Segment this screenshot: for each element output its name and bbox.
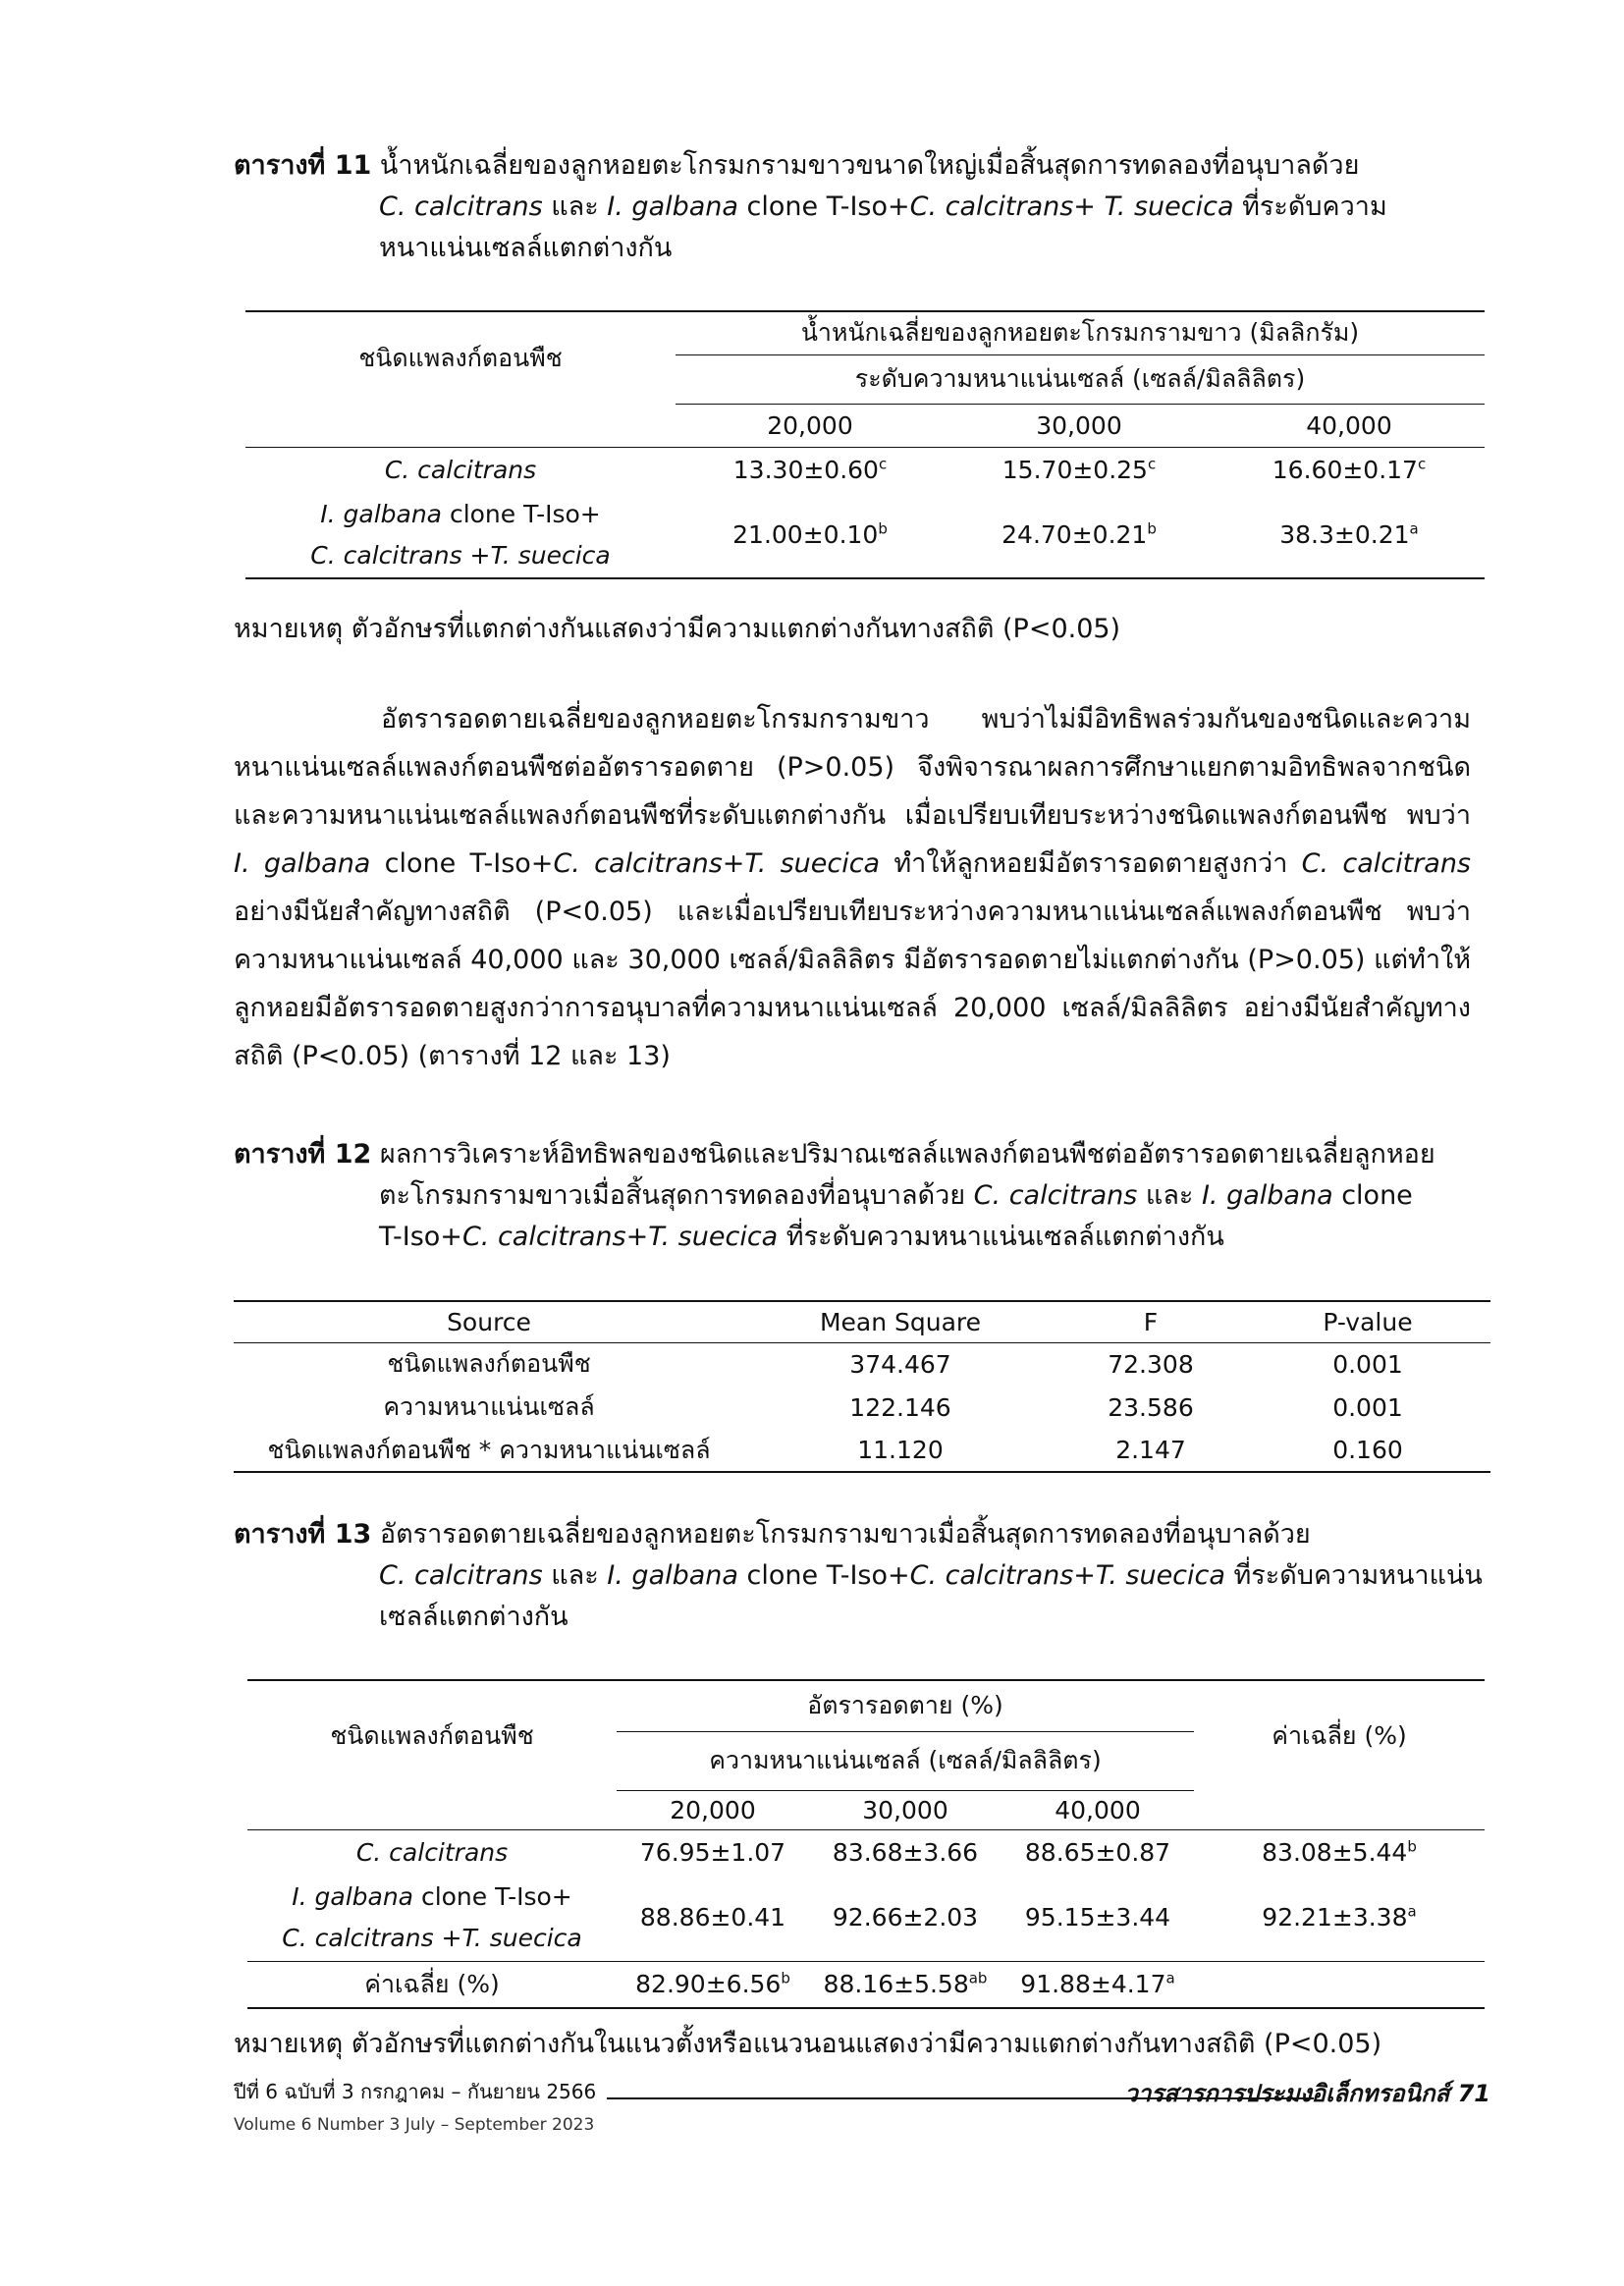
sig-letter: b (781, 1969, 790, 1987)
table-row (234, 1429, 1490, 1472)
species-name: C. calcitrans (379, 1560, 543, 1591)
table12-cell: 374.467 (849, 1349, 951, 1379)
table12-label: ตารางที่ 12 (234, 1139, 372, 1170)
species-name: C. calcitrans (379, 191, 543, 222)
table12-caption (234, 1134, 1500, 1258)
species-name: C. calcitrans (1301, 848, 1472, 879)
species-name: I. galbana (1201, 1180, 1333, 1211)
table13-header-blank (247, 1790, 617, 1829)
table12-header: F (1056, 1301, 1245, 1342)
table13 (247, 1679, 1485, 2009)
table11-caption-line3: หนาแน่นเซลล์แตกต่างกัน (379, 233, 673, 263)
table13-mean-row-label: ค่าเฉลี่ย (%) (364, 1969, 500, 1998)
table11-header-group: น้ำหนักเฉลี่ยของลูกหอยตะโกรมกรามขาว (มิลลิกรัม) (676, 311, 1485, 354)
table-row (247, 1961, 1485, 2008)
species-name: C. calcitrans (973, 1180, 1138, 1211)
caption-text: ที่ระดับความ (1233, 191, 1387, 222)
species-name: C. calcitrans +T. suecica (310, 540, 611, 570)
table12-cell: 0.160 (1332, 1436, 1403, 1464)
table12-caption-line1: ผลการวิเคราะห์อิทธิพลของชนิดและปริมาณเซลล์แพลงก์ตอนพืชต่ออัตรารอดตายเฉลี่ยลูกหอย (379, 1139, 1435, 1170)
table12-caption-line3 (234, 1217, 1500, 1258)
caption-text: และ (1137, 1180, 1202, 1211)
table12-cell: 0.001 (1332, 1392, 1403, 1422)
table13-cell: 91.88±4.17 (1020, 1970, 1166, 1999)
sig-letter: a (1165, 1969, 1175, 1987)
table11-header-species: ชนิดแพลงก์ตอนพืช (358, 343, 563, 372)
table12-source: ความหนาแน่นเซลล์ (383, 1392, 595, 1421)
table13-cell: 83.08±5.44 (1262, 1837, 1408, 1867)
table-row (245, 492, 1485, 578)
table12-cell: 0.001 (1332, 1349, 1403, 1379)
species-name: C. calcitrans +T. suecica (282, 1923, 582, 1952)
caption-text: clone T-Iso+ (737, 191, 910, 222)
species-name: I. galbana (320, 499, 442, 528)
table13-row1-name: C. calcitrans (355, 1837, 509, 1867)
species-name: C. calcitrans+T. suecica (461, 1222, 779, 1252)
caption-text: และ (542, 1560, 608, 1591)
species-name: C. calcitrans+T. suecica (909, 1560, 1225, 1591)
sig-letter: b (878, 519, 888, 538)
table11-cell: 38.3±0.21 (1279, 520, 1410, 549)
table12-source: ชนิดแพลงก์ตอนพืช * ความหนาแน่นเซลล์ (267, 1435, 711, 1464)
table12-cell: 11.120 (857, 1436, 944, 1464)
sig-letter: a (1407, 1902, 1417, 1921)
species-name: C. calcitrans+T. suecica (553, 848, 881, 879)
table13-cell: 83.68±3.66 (832, 1837, 979, 1867)
table11-row2-name (245, 492, 676, 578)
table13-note: หมายเหตุ ตัวอักษรที่แตกต่างกันในแนวตั้งหรือแนวนอนแสดงว่ามีความแตกต่างกันทางสถิติ (P<0.05) (234, 2029, 1382, 2059)
species-name: I. galbana (607, 191, 738, 222)
paragraph-text (234, 695, 1471, 1080)
table-row (245, 447, 1485, 492)
caption-text: ที่ระดับความหนาแน่น (1224, 1560, 1483, 1591)
table13-density: 20,000 (617, 1790, 809, 1829)
table13-cell: 88.65±0.87 (1024, 1837, 1171, 1867)
table12-cell: 72.308 (1108, 1349, 1194, 1379)
footer-issue-en: Volume 6 Number 3 July – September 2023 (234, 2115, 595, 2135)
table11 (245, 310, 1485, 579)
paragraph-run: ทำให้ลูกหอยมีอัตรารอดตายสูงกว่า (880, 848, 1302, 879)
sig-letter: a (1409, 519, 1419, 538)
table13-cell-blank (1194, 1961, 1485, 2008)
species-clone: clone T-Iso+ (413, 1881, 572, 1911)
table11-cell: 16.60±0.17 (1272, 455, 1418, 484)
table13-cell: 88.86±0.41 (639, 1903, 786, 1932)
table-row (247, 1829, 1485, 1875)
table11-density: 40,000 (1214, 404, 1485, 447)
caption-text: ตะโกรมกรามขาวเมื่อสิ้นสุดการทดลองที่อนุบาลด้วย (379, 1180, 974, 1211)
table13-header-blank (1194, 1790, 1485, 1829)
table11-cell: 21.00±0.10 (732, 520, 879, 549)
table13-header-mean: ค่าเฉลี่ย (%) (1272, 1720, 1407, 1750)
table13-label: ตารางที่ 13 (234, 1519, 372, 1550)
paragraph-run: อัตรารอดตายเฉลี่ยของลูกหอยตะโกรมกรามขาว พบว่าไม่มีอิทธิพลร่วมกันของชนิดและความหนาแน่นเซลล์แพลงก์ตอนพืชต่ออัตรารอดตาย (P>0.05) จึงพิจารณาผลการศึกษาแยกตามอิทธิพลจากชนิดและความหนาแน่นเซลล์แพลงก์ตอนพืชที่ระดับแตกต่างกัน เมื่อเปรียบเทียบระหว่างชนิดแพลงก์ตอนพืช พบว่า (234, 704, 1471, 831)
sig-letter: c (1147, 455, 1157, 473)
table12-cell: 23.586 (1108, 1392, 1194, 1422)
table11-cell: 15.70±0.25 (1001, 455, 1148, 484)
table13-caption-line3: เซลล์แตกต่างกัน (379, 1602, 568, 1632)
paragraph-run: อย่างมีนัยสำคัญทางสถิติ (P<0.05) และเมื่อเปรียบเทียบระหว่างความหนาแน่นเซลล์แพลงก์ตอนพืช พบว่าความหนาแน่นเซลล์ 40,000 และ 30,000 เซลล์/มิลลิลิตร มีอัตรารอดตายไม่แตกต่างกัน (P>0.05) แต่ทำให้ลูกหอยมีอัตรารอดตายสูงกว่าการอนุบาลที่ความหนาแน่นเซลล์ 20,000 เซลล์/มิลลิลิตร อย่างมีนัยสำคัญทางสถิติ (P<0.05) (ตารางที่ 12 และ 13) (234, 897, 1471, 1071)
table12-caption-line2 (234, 1175, 1500, 1217)
table11-density: 20,000 (676, 404, 945, 447)
table-row (234, 1342, 1490, 1386)
table11-cell: 13.30±0.60 (732, 455, 879, 484)
table12 (234, 1300, 1490, 1473)
table11-header-sub: ระดับความหนาแน่นเซลล์ (เซลล์/มิลลิลิตร) (854, 364, 1306, 393)
table13-caption-line1: อัตรารอดตายเฉลี่ยของลูกหอยตะโกรมกรามขาวเมื่อสิ้นสุดการทดลองที่อนุบาลด้วย (379, 1519, 1311, 1550)
table13-caption-line2 (234, 1555, 1500, 1597)
table13-density: 30,000 (809, 1790, 1001, 1829)
table13-row2-name (247, 1875, 617, 1961)
caption-text: และ (542, 191, 608, 222)
caption-text: T-Iso+ (379, 1222, 462, 1252)
table13-cell: 82.90±6.56 (635, 1970, 782, 1999)
table13-cell: 88.16±5.58 (823, 1970, 969, 1999)
table13-cell: 92.66±2.03 (832, 1903, 979, 1932)
table12-header: Mean Square (744, 1301, 1056, 1342)
table12-cell: 2.147 (1115, 1436, 1186, 1464)
footer-issue-th: ปีที่ 6 ฉบับที่ 3 กรกฎาคม – กันยายน 2566 (234, 2080, 597, 2103)
table13-cell: 92.21±3.38 (1262, 1903, 1408, 1932)
table13-density: 40,000 (1001, 1790, 1194, 1829)
table13-caption (234, 1514, 1500, 1638)
sig-letter: ab (968, 1969, 988, 1987)
table12-header: Source (234, 1301, 744, 1342)
caption-text: ที่ระดับความหนาแน่นเซลล์แตกต่างกัน (778, 1222, 1224, 1252)
species-name: I. galbana (607, 1560, 738, 1591)
caption-text: clone T-Iso+ (737, 1560, 910, 1591)
table13-header-species: ชนิดแพลงก์ตอนพืช (330, 1720, 534, 1750)
table12-cell: 122.146 (849, 1392, 951, 1422)
table11-cell: 24.70±0.21 (1001, 520, 1148, 549)
table11-label: ตารางที่ 11 (234, 150, 372, 181)
sig-letter: b (1147, 519, 1157, 538)
table11-caption-line2 (234, 187, 1500, 228)
table-row (247, 1875, 1485, 1961)
table13-cell: 95.15±3.44 (1024, 1903, 1171, 1932)
footer-journal-title: วารสารการประมงอิเล็กทรอนิกส์ 71 (1124, 2080, 1490, 2107)
table11-header-blank (245, 404, 676, 447)
page-footer (234, 2076, 1490, 2135)
table11-caption-line1: น้ำหนักเฉลี่ยของลูกหอยตะโกรมกรามขาวขนาดใหญ่เมื่อสิ้นสุดการทดลองที่อนุบาลด้วย (379, 150, 1360, 181)
species-name: C. calcitrans+ T. suecica (909, 191, 1234, 222)
caption-text: clone (1332, 1180, 1413, 1211)
table12-source: ชนิดแพลงก์ตอนพืช (387, 1349, 591, 1379)
table11-row1-name: C. calcitrans (384, 455, 537, 484)
species-name: I. galbana (234, 848, 371, 879)
species-clone: clone T-Iso+ (442, 499, 601, 528)
table11-caption (234, 145, 1500, 269)
sig-letter: c (878, 455, 888, 473)
table11-density: 30,000 (945, 404, 1214, 447)
paragraph-run: clone T-Iso+ (370, 848, 554, 879)
table12-header: P-value (1245, 1301, 1490, 1342)
table13-cell: 76.95±1.07 (639, 1837, 786, 1867)
table-row (234, 1386, 1490, 1429)
table13-header-group: อัตรารอดตาย (%) (807, 1691, 1003, 1720)
sig-letter: b (1407, 1837, 1417, 1856)
body-paragraph (234, 695, 1471, 1080)
sig-letter: c (1417, 455, 1427, 473)
table11-note: หมายเหตุ ตัวอักษรที่แตกต่างกันแสดงว่ามีความแตกต่างกันทางสถิติ (P<0.05) (234, 614, 1121, 644)
table13-header-sub: ความหนาแน่นเซลล์ (เซลล์/มิลลิลิตร) (617, 1731, 1194, 1790)
species-name: I. galbana (292, 1881, 413, 1911)
